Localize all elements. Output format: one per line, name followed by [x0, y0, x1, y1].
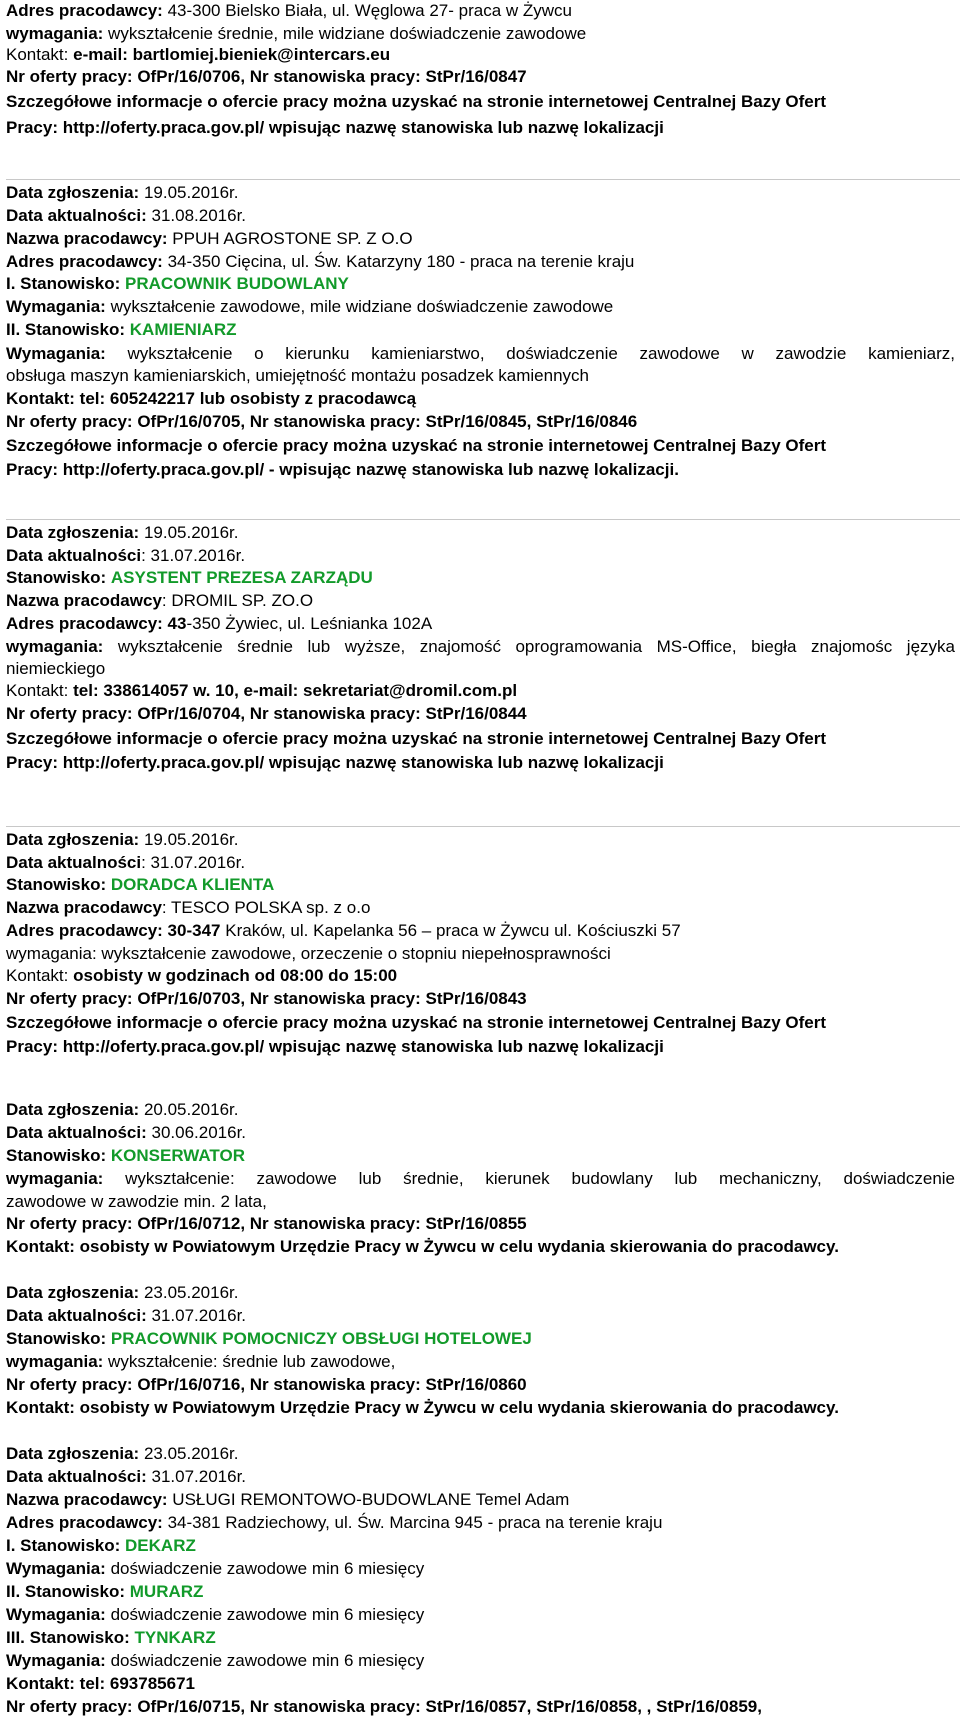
report-date-value: 23.05.2016r. [143, 1283, 239, 1302]
requirements-continued: obsługa maszyn kamieniarskich, umiejętność montażu posadzek kamiennych [6, 366, 590, 385]
valid-date-value: 31.07.2016r. [151, 1467, 247, 1486]
employer-address-value: -350 Żywiec, ul. Leśnianka 102A [186, 614, 433, 633]
offer-number: Nr oferty pracy: OfPr/16/0715, Nr stanowiska pracy: StPr/16/0857, StPr/16/0858, , StPr/16/0859, [6, 1697, 762, 1716]
requirements-line [6, 637, 955, 657]
employer-name-line [6, 591, 313, 611]
position-title: MURARZ [129, 1582, 204, 1601]
requirements-label: Wymagania: [6, 1605, 106, 1624]
requirements-line: wymagania: wykształcenie zawodowe, orzeczenie o stopniu niepełnosprawności [6, 944, 611, 963]
offer-details-line-1: Szczegółowe informacje o ofercie pracy można uzyskać na stronie internetowej Centralnej Bazy Ofert [6, 436, 827, 455]
valid-date-value: 31.08.2016r. [151, 206, 247, 225]
contact-line [6, 681, 517, 701]
requirements-value: doświadczenie zawodowe min 6 miesięcy [110, 1605, 425, 1624]
report-date-value: 19.05.2016r. [143, 830, 239, 849]
valid-date-line [6, 546, 245, 566]
position-title: PRACOWNIK BUDOWLANY [125, 274, 349, 293]
employer-address-label: Adres pracodawcy: [6, 1513, 163, 1532]
valid-date-label: Data aktualności: [6, 206, 147, 225]
position-line [6, 1329, 532, 1349]
report-date-label: Data zgłoszenia: [6, 830, 140, 849]
valid-date-label: Data aktualności: [6, 1467, 147, 1486]
position-line [6, 875, 274, 895]
employer-name-line [6, 229, 413, 249]
employer-name-line [6, 1490, 569, 1510]
employer-name-value: : TESCO POLSKA sp. z o.o [161, 898, 371, 917]
valid-date-value: : 31.07.2016r. [141, 853, 246, 872]
offer-details-line-2: Pracy: http://oferty.praca.gov.pl/ wpisując nazwę stanowiska lub nazwę lokalizacji [6, 753, 664, 772]
report-date-line [6, 1100, 238, 1120]
section-divider [6, 519, 960, 520]
employer-name-label: Nazwa pracodawcy: [6, 1490, 168, 1509]
position-label: Stanowisko: [6, 568, 107, 587]
requirements-label: Wymagania: [6, 344, 106, 363]
position-line [6, 1146, 245, 1166]
employer-address-line [6, 614, 432, 634]
employer-name-label: Nazwa pracodawcy: [6, 229, 168, 248]
position-line [6, 320, 236, 340]
position-title: DEKARZ [125, 1536, 196, 1555]
valid-date-value: : 31.07.2016r. [141, 546, 246, 565]
requirements-value: wykształcenie: średnie lub zawodowe, [108, 1352, 396, 1371]
requirements-label: wymagania: [6, 1169, 104, 1188]
valid-date-label: Data aktualności [6, 546, 142, 565]
requirements-line [6, 1559, 424, 1579]
employer-address-line [6, 252, 634, 272]
position-label: II. Stanowisko: [6, 320, 126, 339]
offer-details-line-2: Pracy: http://oferty.praca.gov.pl/ wpisując nazwę stanowiska lub nazwę lokalizacji [6, 1037, 664, 1056]
valid-date-value: 30.06.2016r. [151, 1123, 247, 1142]
requirements-label: wymagania: [6, 1352, 104, 1371]
contact-label: Kontakt: [6, 45, 69, 64]
valid-date-value: 31.07.2016r. [151, 1306, 247, 1325]
report-date-value: 19.05.2016r. [143, 183, 239, 202]
position-title: DORADCA KLIENTA [110, 875, 275, 894]
report-date-value: 19.05.2016r. [143, 523, 239, 542]
report-date-line [6, 523, 238, 543]
position-label: II. Stanowisko: [6, 1582, 126, 1601]
position-line [6, 274, 349, 294]
contact-line: Kontakt: osobisty w Powiatowym Urzędzie Pracy w Żywcu w celu wydania skierowania do pracodawcy. [6, 1237, 839, 1256]
valid-date-line [6, 853, 245, 873]
employer-name-label: Nazwa pracodawcy [6, 591, 162, 610]
position-label: I. Stanowisko: [6, 274, 121, 293]
requirements-label: Wymagania: [6, 1651, 106, 1670]
report-date-label: Data zgłoszenia: [6, 183, 140, 202]
section-divider [6, 179, 960, 180]
requirements-line [6, 1352, 395, 1372]
requirements-value: doświadczenie zawodowe min 6 miesięcy [110, 1651, 425, 1670]
employer-address-value: 34-381 Radziechowy, ul. Św. Marcina 945 - praca na terenie kraju [167, 1513, 663, 1532]
valid-date-line [6, 1306, 246, 1326]
employer-address-line [6, 921, 681, 941]
offer-number: Nr oferty pracy: OfPr/16/0716, Nr stanowiska pracy: StPr/16/0860 [6, 1375, 527, 1394]
offer-number: Nr oferty pracy: OfPr/16/0712, Nr stanowiska pracy: StPr/16/0855 [6, 1214, 527, 1233]
contact-label: Kontakt: [6, 681, 69, 700]
section-divider [6, 826, 960, 827]
employer-address-label: Adres pracodawcy: 30-347 [6, 921, 221, 940]
contact-line: Kontakt: tel: 605242217 lub osobisty z pracodawcą [6, 389, 417, 408]
position-line [6, 1628, 216, 1648]
requirements-label: Wymagania: [6, 1559, 106, 1578]
requirements-value: wykształcenie średnie, mile widziane doświadczenie zawodowe [108, 24, 587, 43]
offer-number: Nr oferty pracy: OfPr/16/0704, Nr stanowiska pracy: StPr/16/0844 [6, 704, 527, 723]
valid-date-line [6, 1123, 246, 1143]
position-label: Stanowisko: [6, 1146, 107, 1165]
valid-date-label: Data aktualności: [6, 1123, 147, 1142]
contact-value: e-mail: bartlomiej.bieniek@intercars.eu [73, 45, 391, 64]
position-title: PRACOWNIK POMOCNICZY OBSŁUGI HOTELOWEJ [110, 1329, 532, 1348]
employer-address-value: Kraków, ul. Kapelanka 56 – praca w Żywcu ul. Kościuszki 57 [225, 921, 681, 940]
position-line [6, 1536, 196, 1556]
contact-value: osobisty w godzinach od 08:00 do 15:00 [73, 966, 398, 985]
requirements-value: doświadczenie zawodowe min 6 miesięcy [110, 1559, 425, 1578]
contact-line: Kontakt: osobisty w Powiatowym Urzędzie Pracy w Żywcu w celu wydania skierowania do pracodawcy. [6, 1398, 839, 1417]
requirements-value: wykształcenie: zawodowe lub średnie, kierunek budowlany lub mechaniczny, doświadczenie [125, 1169, 956, 1188]
requirements-label: wymagania: [6, 637, 104, 656]
contact-value: tel: 338614057 w. 10, e-mail: sekretariat@dromil.com.pl [73, 681, 518, 700]
position-title: KONSERWATOR [110, 1146, 245, 1165]
position-label: Stanowisko: [6, 875, 107, 894]
employer-name-value: PPUH AGROSTONE SP. Z O.O [172, 229, 413, 248]
report-date-label: Data zgłoszenia: [6, 1444, 140, 1463]
report-date-label: Data zgłoszenia: [6, 1283, 140, 1302]
report-date-line [6, 183, 238, 203]
position-title: KAMIENIARZ [129, 320, 237, 339]
report-date-value: 20.05.2016r. [143, 1100, 239, 1119]
employer-address-value: 34-350 Cięcina, ul. Św. Katarzyny 180 - praca na terenie kraju [167, 252, 635, 271]
employer-name-value: : DROMIL SP. ZO.O [161, 591, 314, 610]
employer-address-line [6, 1513, 662, 1533]
position-line [6, 568, 373, 588]
report-date-line [6, 1283, 238, 1303]
report-date-label: Data zgłoszenia: [6, 1100, 140, 1119]
requirements-line [6, 24, 586, 44]
position-title: ASYSTENT PREZESA ZARZĄDU [110, 568, 373, 587]
valid-date-line [6, 1467, 246, 1487]
offer-details-line-2: Pracy: http://oferty.praca.gov.pl/ wpisując nazwę stanowiska lub nazwę lokalizacji [6, 118, 664, 137]
valid-date-label: Data aktualności [6, 853, 142, 872]
employer-name-line [6, 898, 370, 918]
employer-address-value: 43-300 Bielsko Biała, ul. Węglowa 27- praca w Żywcu [167, 1, 572, 20]
requirements-line [6, 297, 613, 317]
contact-line [6, 45, 390, 65]
employer-address-label: Adres pracodawcy: [6, 1, 163, 20]
position-label: Stanowisko: [6, 1329, 107, 1348]
offer-details-line-2: Pracy: http://oferty.praca.gov.pl/ - wpisując nazwę stanowiska lub nazwę lokalizacji. [6, 460, 679, 479]
report-date-label: Data zgłoszenia: [6, 523, 140, 542]
requirements-value: wykształcenie średnie lub wyższe, znajomość oprogramowania MS-Office, biegła znajomośc języka [117, 637, 955, 656]
employer-name-value: USŁUGI REMONTOWO-BUDOWLANE Temel Adam [172, 1490, 570, 1509]
employer-name-label: Nazwa pracodawcy [6, 898, 162, 917]
contact-label: Kontakt: [6, 966, 69, 985]
contact-line [6, 966, 397, 986]
offer-number: Nr oferty pracy: OfPr/16/0706, Nr stanowiska pracy: StPr/16/0847 [6, 67, 527, 86]
valid-date-line [6, 206, 246, 226]
position-line [6, 1582, 203, 1602]
offer-number: Nr oferty pracy: OfPr/16/0703, Nr stanowiska pracy: StPr/16/0843 [6, 989, 527, 1008]
report-date-line [6, 1444, 238, 1464]
offer-details-line-1: Szczegółowe informacje o ofercie pracy można uzyskać na stronie internetowej Centralnej Bazy Ofert [6, 1013, 827, 1032]
offer-details-line-1: Szczegółowe informacje o ofercie pracy można uzyskać na stronie internetowej Centralnej Bazy Ofert [6, 729, 827, 748]
position-title: TYNKARZ [134, 1628, 216, 1647]
valid-date-label: Data aktualności: [6, 1306, 147, 1325]
requirements-line [6, 1605, 424, 1625]
report-date-value: 23.05.2016r. [143, 1444, 239, 1463]
offer-details-line-1: Szczegółowe informacje o ofercie pracy można uzyskać na stronie internetowej Centralnej Bazy Ofert [6, 92, 827, 111]
position-label: I. Stanowisko: [6, 1536, 121, 1555]
position-label: III. Stanowisko: [6, 1628, 130, 1647]
employer-address-label: Adres pracodawcy: [6, 252, 163, 271]
requirements-label: Wymagania: [6, 297, 106, 316]
employer-address-label: Adres pracodawcy: 43 [6, 614, 187, 633]
requirements-continued: zawodowe w zawodzie min. 2 lata, [6, 1192, 267, 1211]
report-date-line [6, 830, 238, 850]
contact-line: Kontakt: tel: 693785671 [6, 1674, 195, 1693]
requirements-continued: niemieckiego [6, 659, 106, 678]
requirements-line [6, 1169, 955, 1189]
requirements-value: wykształcenie o kierunku kamieniarstwo, doświadczenie zawodowe w zawodzie kamieniarz, [127, 344, 955, 363]
requirements-label: wymagania: [6, 24, 104, 43]
requirements-line [6, 344, 955, 364]
requirements-line [6, 1651, 424, 1671]
requirements-value: wykształcenie zawodowe, mile widziane doświadczenie zawodowe [110, 297, 614, 316]
employer-address-line [6, 1, 572, 21]
offer-number: Nr oferty pracy: OfPr/16/0705, Nr stanowiska pracy: StPr/16/0845, StPr/16/0846 [6, 412, 638, 431]
